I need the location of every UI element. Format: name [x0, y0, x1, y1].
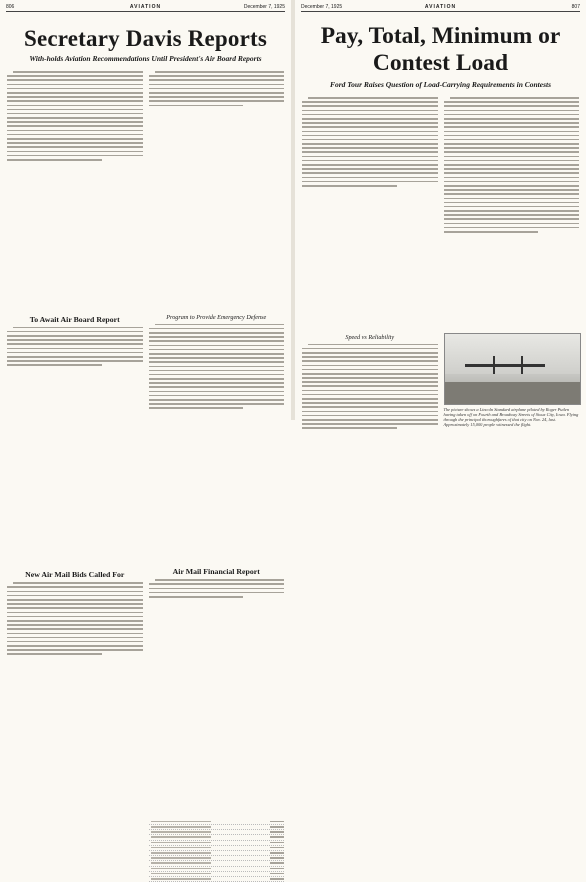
text-line [7, 331, 143, 333]
text-line [308, 97, 438, 99]
text-line [7, 96, 143, 98]
right-column-1 [302, 97, 438, 341]
text-line [444, 135, 580, 137]
to-await-heading: To Await Air Board Report [29, 314, 120, 324]
text-line [149, 92, 285, 94]
right-columns [295, 97, 586, 427]
text-line [302, 177, 438, 179]
text-line [7, 92, 143, 94]
text-line [7, 155, 143, 157]
text-line [302, 118, 438, 120]
right-subheadline: Ford Tour Raises Question of Load-Carrying Requirements in Contests [329, 80, 551, 89]
text-line [308, 344, 438, 346]
text-line [149, 588, 285, 590]
text-line [7, 151, 143, 153]
text-line [302, 151, 438, 153]
text-line [444, 210, 580, 212]
article-text-block [7, 327, 143, 566]
text-line [302, 406, 438, 408]
left-date: December 7, 1925 [243, 4, 285, 10]
left-columns [0, 71, 291, 580]
text-line [7, 628, 143, 630]
text-line [7, 130, 143, 132]
text-line [450, 97, 580, 99]
text-line [13, 71, 143, 73]
text-line [149, 336, 285, 338]
table-row [149, 877, 285, 882]
text-line [302, 131, 438, 133]
text-line [7, 616, 143, 618]
text-line [302, 185, 397, 187]
photo-street [445, 382, 581, 404]
text-line [149, 378, 285, 380]
text-line [7, 159, 102, 161]
text-line [444, 143, 580, 145]
text-line [149, 361, 285, 363]
text-line [444, 118, 580, 120]
left-running-head [6, 2, 285, 12]
text-line [7, 125, 143, 127]
text-line [149, 84, 285, 86]
text-line [444, 131, 580, 133]
article-text-block [149, 71, 285, 310]
text-line [444, 101, 580, 103]
text-line [444, 168, 580, 170]
text-line [7, 653, 102, 655]
article-text-block [149, 324, 285, 563]
article-text-block [149, 579, 285, 818]
left-section-name: AVIATION [129, 4, 162, 10]
article-text-block [302, 344, 438, 577]
left-headline: Secretary Davis Reports [23, 26, 268, 51]
text-line [302, 369, 438, 371]
text-line [155, 579, 285, 581]
left-page [0, 0, 291, 580]
text-line [444, 218, 580, 220]
text-line [149, 386, 285, 388]
text-line [302, 160, 438, 162]
text-line [302, 164, 438, 166]
text-line [7, 360, 143, 362]
text-line [302, 181, 438, 183]
text-line [302, 352, 438, 354]
right-page [295, 0, 586, 427]
text-line [7, 599, 143, 601]
text-line [444, 147, 580, 149]
text-line [7, 348, 143, 350]
article-text-block [7, 71, 143, 310]
text-line [444, 110, 580, 112]
text-line [7, 138, 143, 140]
text-line [13, 327, 143, 329]
text-line [7, 117, 143, 119]
text-line [444, 227, 580, 229]
text-line [7, 109, 143, 111]
text-line [302, 139, 438, 141]
text-line [7, 633, 143, 635]
text-line [149, 382, 285, 384]
text-line [149, 370, 285, 372]
text-line [7, 620, 143, 622]
text-line [302, 143, 438, 145]
text-line [444, 105, 580, 107]
text-line [302, 105, 438, 107]
text-line [444, 193, 580, 195]
text-line [7, 641, 143, 643]
text-line [302, 427, 397, 429]
left-column-2 [149, 71, 285, 577]
text-line [302, 365, 438, 367]
text-line [149, 407, 244, 409]
text-line [149, 332, 285, 334]
text-line [149, 399, 285, 401]
text-line [444, 206, 580, 208]
text-line [302, 360, 438, 362]
text-line [444, 160, 580, 162]
text-line [155, 71, 285, 73]
text-line [302, 394, 438, 396]
text-line [7, 595, 143, 597]
left-subheadline: With-holds Aviation Recommendations Until President's Air Board Reports [29, 54, 262, 63]
text-line [7, 364, 102, 366]
text-line [7, 88, 143, 90]
text-line [149, 349, 285, 351]
text-line [149, 88, 285, 90]
text-line [7, 134, 143, 136]
article-text-block [444, 97, 580, 330]
text-line [444, 223, 580, 225]
text-line [444, 151, 580, 153]
text-line [444, 122, 580, 124]
text-line [302, 390, 438, 392]
left-page-number: 806 [6, 4, 15, 10]
text-line [7, 335, 143, 337]
text-line [444, 164, 580, 166]
photo-caption: The picture shows a Lincoln Standard airplane piloted by Roger Putlen having taken off on Fourth and Broadway Streets of Sioux City, Iowa. Flying through the principal thoroughfares of that city on Nov. 24, last. Approximately 15,000 people witnessed the flight. [443, 406, 579, 427]
article-text-block [302, 97, 438, 330]
text-line [302, 110, 438, 112]
right-date: December 7, 1925 [301, 4, 343, 10]
text-line [149, 596, 244, 598]
text-line [7, 603, 143, 605]
text-line [302, 398, 438, 400]
text-line [149, 391, 285, 393]
text-line [149, 374, 285, 376]
text-line [444, 126, 580, 128]
airplane-photo [444, 333, 582, 405]
text-line [149, 75, 285, 77]
airmail-bids-heading: New Air Mail Bids Called For [25, 570, 125, 580]
right-running-head [301, 2, 580, 12]
text-line [7, 146, 143, 148]
text-line [302, 168, 438, 170]
text-line [444, 202, 580, 204]
text-line [7, 343, 143, 345]
text-line [7, 142, 143, 144]
text-line [302, 356, 438, 358]
financial-table [149, 820, 285, 882]
text-line [7, 586, 143, 588]
text-line [149, 366, 285, 368]
text-line [302, 381, 438, 383]
text-line [149, 340, 285, 342]
text-line [7, 100, 143, 102]
text-line [444, 214, 580, 216]
text-line [302, 114, 438, 116]
text-line [149, 328, 285, 330]
right-headline: Pay, Total, Minimum or Contest Load [320, 23, 561, 76]
text-line [149, 583, 285, 585]
text-line [444, 139, 580, 141]
text-line [302, 348, 438, 350]
text-line [149, 105, 244, 107]
text-line [444, 177, 580, 179]
text-line [7, 356, 143, 358]
text-line [444, 231, 539, 233]
text-line [444, 185, 580, 187]
right-page-number: 807 [571, 4, 580, 10]
text-line [7, 113, 143, 115]
text-line [7, 105, 143, 107]
text-line [149, 403, 285, 405]
text-line [7, 645, 143, 647]
left-column-1 [7, 71, 143, 580]
speed-heading: Speed vs Reliability [345, 333, 395, 341]
text-line [302, 373, 438, 375]
text-line [302, 135, 438, 137]
text-line [149, 345, 285, 347]
text-line [302, 156, 438, 158]
text-line [302, 385, 438, 387]
text-line [302, 415, 438, 417]
right-section-name: AVIATION [424, 4, 457, 10]
text-line [149, 592, 285, 594]
text-line [7, 339, 143, 341]
text-line [7, 84, 143, 86]
text-line [7, 612, 143, 614]
airplane-wing [493, 356, 523, 374]
text-line [444, 181, 580, 183]
text-line [149, 79, 285, 81]
text-line [444, 189, 580, 191]
text-line [149, 395, 285, 397]
text-line [444, 114, 580, 116]
right-column-2 [443, 97, 580, 427]
text-line [7, 591, 143, 593]
text-line [302, 377, 438, 379]
text-line [444, 198, 580, 200]
text-line [302, 126, 438, 128]
text-line [149, 96, 285, 98]
text-line [149, 353, 285, 355]
text-line [7, 649, 143, 651]
financial-report-heading: Air Mail Financial Report [172, 567, 260, 577]
text-line [302, 423, 438, 425]
text-line [149, 100, 285, 102]
text-line [7, 352, 143, 354]
text-line [7, 75, 143, 77]
text-line [302, 122, 438, 124]
text-line [302, 172, 438, 174]
text-line [7, 79, 143, 81]
text-line [7, 637, 143, 639]
text-line [302, 411, 438, 413]
article-text-block [7, 582, 143, 821]
text-line [302, 402, 438, 404]
text-line [302, 101, 438, 103]
text-line [155, 324, 285, 326]
text-line [7, 624, 143, 626]
text-line [444, 172, 580, 174]
text-line [444, 156, 580, 158]
text-line [7, 607, 143, 609]
text-line [13, 582, 143, 584]
text-line [7, 121, 143, 123]
text-line [149, 357, 285, 359]
text-line [302, 419, 438, 421]
program-heading: Program to Provide Emergency Defense [166, 313, 267, 321]
text-line [302, 147, 438, 149]
